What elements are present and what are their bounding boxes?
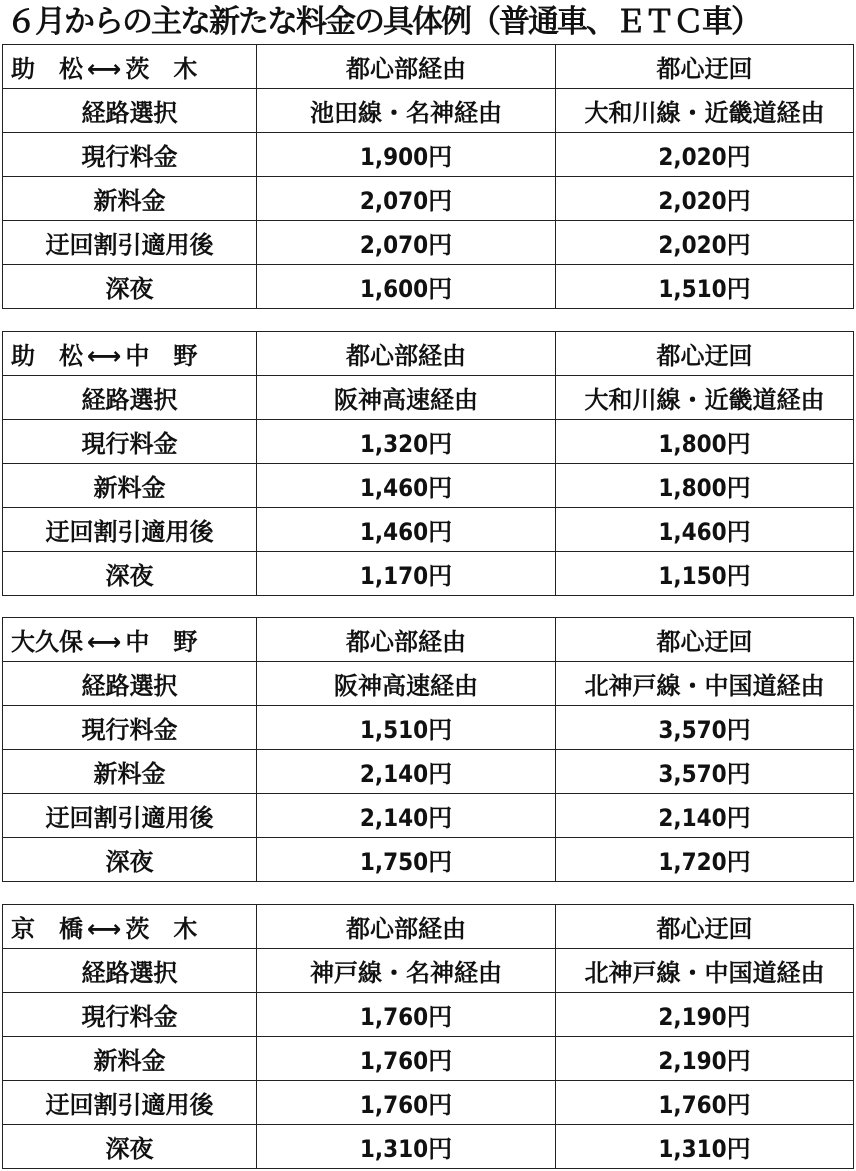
row-label-new-fare: 新料金	[3, 750, 257, 794]
route-b-value: 大和川線・近畿道経由	[556, 376, 854, 420]
new-fare-a: 2,070円	[257, 177, 556, 221]
column-header-via-center: 都心部経由	[257, 905, 556, 949]
night-fare-a: 1,600円	[257, 265, 556, 309]
row-label-night: 深夜	[3, 1125, 257, 1169]
row-label-route-select: 経路選択	[3, 662, 257, 706]
route-pair	[3, 905, 257, 949]
new-fare-b: 3,570円	[556, 750, 854, 794]
double-arrow-icon: ⟷	[87, 342, 122, 370]
route-pair	[3, 332, 257, 376]
row-label-detour-discount: 迂回割引適用後	[3, 221, 257, 265]
route-pair	[3, 618, 257, 662]
row-label-new-fare: 新料金	[3, 464, 257, 508]
night-fare-b: 1,310円	[556, 1125, 854, 1169]
current-fare-b: 2,020円	[556, 133, 854, 177]
table-row	[3, 464, 854, 508]
column-header-detour: 都心迂回	[556, 45, 854, 89]
row-label-current-fare: 現行料金	[3, 993, 257, 1037]
detour-fare-a: 1,760円	[257, 1081, 556, 1125]
new-fare-a: 1,460円	[257, 464, 556, 508]
detour-fare-b: 2,140円	[556, 794, 854, 838]
route-destination: 茨 木	[125, 915, 198, 943]
table-row	[3, 794, 854, 838]
double-arrow-icon: ⟷	[87, 55, 122, 83]
night-fare-a: 1,310円	[257, 1125, 556, 1169]
route-a-value: 池田線・名神経由	[257, 89, 556, 133]
table-row	[3, 949, 854, 993]
column-header-via-center: 都心部経由	[257, 45, 556, 89]
row-label-route-select: 経路選択	[3, 949, 257, 993]
detour-fare-a: 2,070円	[257, 221, 556, 265]
table-row	[3, 420, 854, 464]
detour-fare-a: 2,140円	[257, 794, 556, 838]
route-destination: 中 野	[125, 628, 198, 656]
table-row	[3, 662, 854, 706]
route-b-value: 大和川線・近畿道経由	[556, 89, 854, 133]
table-row	[3, 1081, 854, 1125]
column-header-detour: 都心迂回	[556, 905, 854, 949]
table-row	[3, 706, 854, 750]
table-row	[3, 89, 854, 133]
row-label-current-fare: 現行料金	[3, 133, 257, 177]
row-label-route-select: 経路選択	[3, 89, 257, 133]
column-header-via-center: 都心部経由	[257, 618, 556, 662]
fare-table-sukematsu-ibaraki	[2, 44, 854, 309]
night-fare-b: 1,150円	[556, 552, 854, 596]
row-label-night: 深夜	[3, 838, 257, 882]
fare-table-okubo-nakano	[2, 617, 854, 882]
current-fare-a: 1,320円	[257, 420, 556, 464]
detour-fare-b: 2,020円	[556, 221, 854, 265]
double-arrow-icon: ⟷	[87, 915, 122, 943]
route-b-value: 北神戸線・中国道経由	[556, 662, 854, 706]
row-label-new-fare: 新料金	[3, 1037, 257, 1081]
page-title: ６月からの主な新たな料金の具体例（普通車、ＥＴＣ車）	[6, 4, 760, 40]
table-row	[3, 750, 854, 794]
row-label-detour-discount: 迂回割引適用後	[3, 1081, 257, 1125]
table-header-row	[3, 905, 854, 949]
table-row	[3, 376, 854, 420]
table-row	[3, 1037, 854, 1081]
table-row	[3, 993, 854, 1037]
new-fare-b: 2,190円	[556, 1037, 854, 1081]
detour-fare-b: 1,460円	[556, 508, 854, 552]
double-arrow-icon: ⟷	[87, 628, 122, 656]
row-label-current-fare: 現行料金	[3, 420, 257, 464]
current-fare-a: 1,510円	[257, 706, 556, 750]
current-fare-a: 1,900円	[257, 133, 556, 177]
row-label-detour-discount: 迂回割引適用後	[3, 794, 257, 838]
route-origin: 助 松	[11, 55, 83, 83]
table-row	[3, 221, 854, 265]
table-row	[3, 265, 854, 309]
route-a-value: 神戸線・名神経由	[257, 949, 556, 993]
column-header-detour: 都心迂回	[556, 332, 854, 376]
table-row	[3, 552, 854, 596]
detour-fare-a: 1,460円	[257, 508, 556, 552]
row-label-detour-discount: 迂回割引適用後	[3, 508, 257, 552]
table-row	[3, 508, 854, 552]
column-header-detour: 都心迂回	[556, 618, 854, 662]
route-pair	[3, 45, 257, 89]
new-fare-b: 2,020円	[556, 177, 854, 221]
fare-table-sukematsu-nakano	[2, 331, 854, 596]
row-label-current-fare: 現行料金	[3, 706, 257, 750]
route-destination: 中 野	[125, 342, 198, 370]
row-label-night: 深夜	[3, 552, 257, 596]
row-label-night: 深夜	[3, 265, 257, 309]
fare-table-kyobashi-ibaraki	[2, 904, 854, 1169]
route-a-value: 阪神高速経由	[257, 376, 556, 420]
route-origin: 大久保	[11, 628, 83, 656]
night-fare-b: 1,720円	[556, 838, 854, 882]
route-b-value: 北神戸線・中国道経由	[556, 949, 854, 993]
table-row	[3, 838, 854, 882]
new-fare-a: 1,760円	[257, 1037, 556, 1081]
table-header-row	[3, 332, 854, 376]
detour-fare-b: 1,760円	[556, 1081, 854, 1125]
route-origin: 助 松	[11, 342, 83, 370]
table-header-row	[3, 618, 854, 662]
route-destination: 茨 木	[125, 55, 198, 83]
row-label-new-fare: 新料金	[3, 177, 257, 221]
column-header-via-center: 都心部経由	[257, 332, 556, 376]
new-fare-a: 2,140円	[257, 750, 556, 794]
current-fare-b: 3,570円	[556, 706, 854, 750]
table-row	[3, 1125, 854, 1169]
table-row	[3, 177, 854, 221]
row-label-route-select: 経路選択	[3, 376, 257, 420]
route-a-value: 阪神高速経由	[257, 662, 556, 706]
table-row	[3, 133, 854, 177]
route-origin: 京 橋	[11, 915, 83, 943]
new-fare-b: 1,800円	[556, 464, 854, 508]
night-fare-a: 1,750円	[257, 838, 556, 882]
current-fare-a: 1,760円	[257, 993, 556, 1037]
night-fare-b: 1,510円	[556, 265, 854, 309]
night-fare-a: 1,170円	[257, 552, 556, 596]
table-header-row	[3, 45, 854, 89]
current-fare-b: 2,190円	[556, 993, 854, 1037]
current-fare-b: 1,800円	[556, 420, 854, 464]
